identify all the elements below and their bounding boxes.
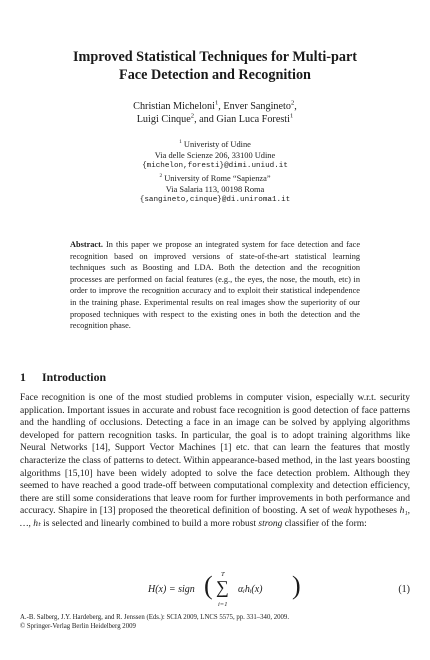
abstract [70, 239, 360, 332]
section-number: 1 [20, 370, 26, 384]
author-affiliation-mark: 2 [190, 112, 195, 120]
author-name: Christian Micheloni [133, 101, 215, 112]
footer-line-2: © Springer-Verlag Berlin Heidelberg 2009 [20, 623, 136, 630]
author-name: Enver Sangineto [223, 101, 291, 112]
equation-close-paren: ) [292, 571, 301, 600]
author-affiliation-mark: 1 [289, 112, 294, 120]
title-line-1: Improved Statistical Techniques for Multi-part [72, 49, 358, 65]
sum-symbol: ∑ [216, 577, 229, 597]
author-line-1: Christian Micheloni$^1$, Enver Sangineto$^2$, [133, 99, 297, 112]
affiliation-2-address: Via Salaria 113, 00198 Roma [165, 184, 265, 194]
affiliation-2-institution: $^2$ University of Rome “Sapienza” [159, 172, 271, 183]
author-line-2: Luigi Cinque$^2$, and Gian Luca Foresti$^1$ [136, 112, 294, 125]
equation-open-paren: ( [204, 571, 213, 600]
affiliation-2-email: {sangineto,cinque}@di.uniroma1.it [139, 196, 291, 205]
hypotheses-math: h₁, …, hₜ [20, 506, 411, 529]
emphasis-weak: weak [332, 506, 353, 517]
body-paragraph: Face recognition is one of the most studied problems in computer vision, especially w.r.t. security application. Important issues in accurate and robust face recognition is good detection of face patterns and the handling of occlusions. Detecting a face in an image can be solved by applying algorithms developed for pattern recognition tasks. In particular, the goal is to adopt training algorithms like Neural Networks [14], Support Vector Machines [1] etc. that can learn the features that mostly characterize the class of patterns to detect. Within appearance-based method, in the last years boosting algorithms [15,10] have been widely adopted to solve the face detection problem. Although they seemed to have reached a good trade-off between computational complexity and detection efficiency, there are still some considerations that leave room for further improvements in both performance and accuracy. Shapire in [13] proposed the theoretical definition of boosting. A set of weak hypotheses h₁, …, hₜ is selected and linearly combined to build a more robust strong classifier of the form: [20, 393, 411, 529]
title-line-2: Face Detection and Recognition [119, 67, 311, 83]
paper-title [20, 48, 410, 84]
affiliation-1-institution: $^1$ Univeristy of Udine [179, 139, 251, 149]
section-title: Introduction [42, 370, 107, 384]
affiliation-1-email: {michelon,foresti}@dimi.uniud.it [142, 162, 288, 171]
author-name: Luigi Cinque [136, 114, 191, 125]
affiliations [20, 139, 410, 206]
author-name: and Gian Luca Foresti [199, 114, 290, 125]
author-affiliation-mark: 2 [290, 99, 295, 107]
citation-footer [20, 613, 410, 631]
author-affiliation-mark: 1 [214, 99, 219, 107]
author-list [20, 100, 410, 126]
footer-line-1: A.-B. Salberg, J.Y. Hardeberg, and R. Jenssen (Eds.): SCIA 2009, LNCS 5575, pp. 331–340, 2009. [20, 614, 290, 621]
section-heading [20, 370, 106, 385]
abstract-text: In this paper we propose an integrated system for face detection and face recognition based on improved versions of state-of-the-art statistical learning techniques such as Boosting and LDA. Both the detection and the recognition processes are performed on facial features (e.g., the eyes, the nose, the mouth, etc) in order to improve the recognition accuracy and to exploit their statistical independence in the training phase. Experimental results on real images show the superiority of our proposed techniques with respect to the existing ones in both the detection and the recognition phase. [70, 240, 361, 331]
sum-lower-limit: i=1 [218, 601, 228, 608]
equation-number: (1) [398, 584, 410, 595]
paragraph-text: Face recognition is one of the most studied problems in computer vision, especially w.r.t. security application. Important issues in accurate and robust face recognition is good detection of face patterns and the handling of occlusions. Detecting a face in an image can be solved by applying algorithms developed for pattern recognition tasks. In particular, the goal is to adopt training algorithms like Neural Networks [14], Support Vector Machines [1] etc. that can learn the features that mostly characterize the class of patterns to detect. Within appearance-based method, in the last years boosting algorithms [15,10] have been widely adopted to solve the face detection problem. Although they seemed to have reached a good trade-off between computational complexity and detection efficiency, there are still some considerations that leave room for further improvements in both performance and accuracy. Shapire in [13] proposed the theoretical definition of boosting. A set of [20, 393, 410, 517]
emphasis-strong: strong [258, 518, 283, 529]
affiliation-1-address: Via delle Scienze 206, 33100 Udine [154, 151, 276, 161]
equation-lhs: H(x) = sign [148, 584, 195, 595]
sum-upper-limit: T [221, 571, 225, 578]
abstract-label: Abstract. [70, 240, 103, 249]
equation-rhs: αᵢhᵢ(x) [238, 584, 263, 595]
equation-1 [20, 571, 410, 608]
